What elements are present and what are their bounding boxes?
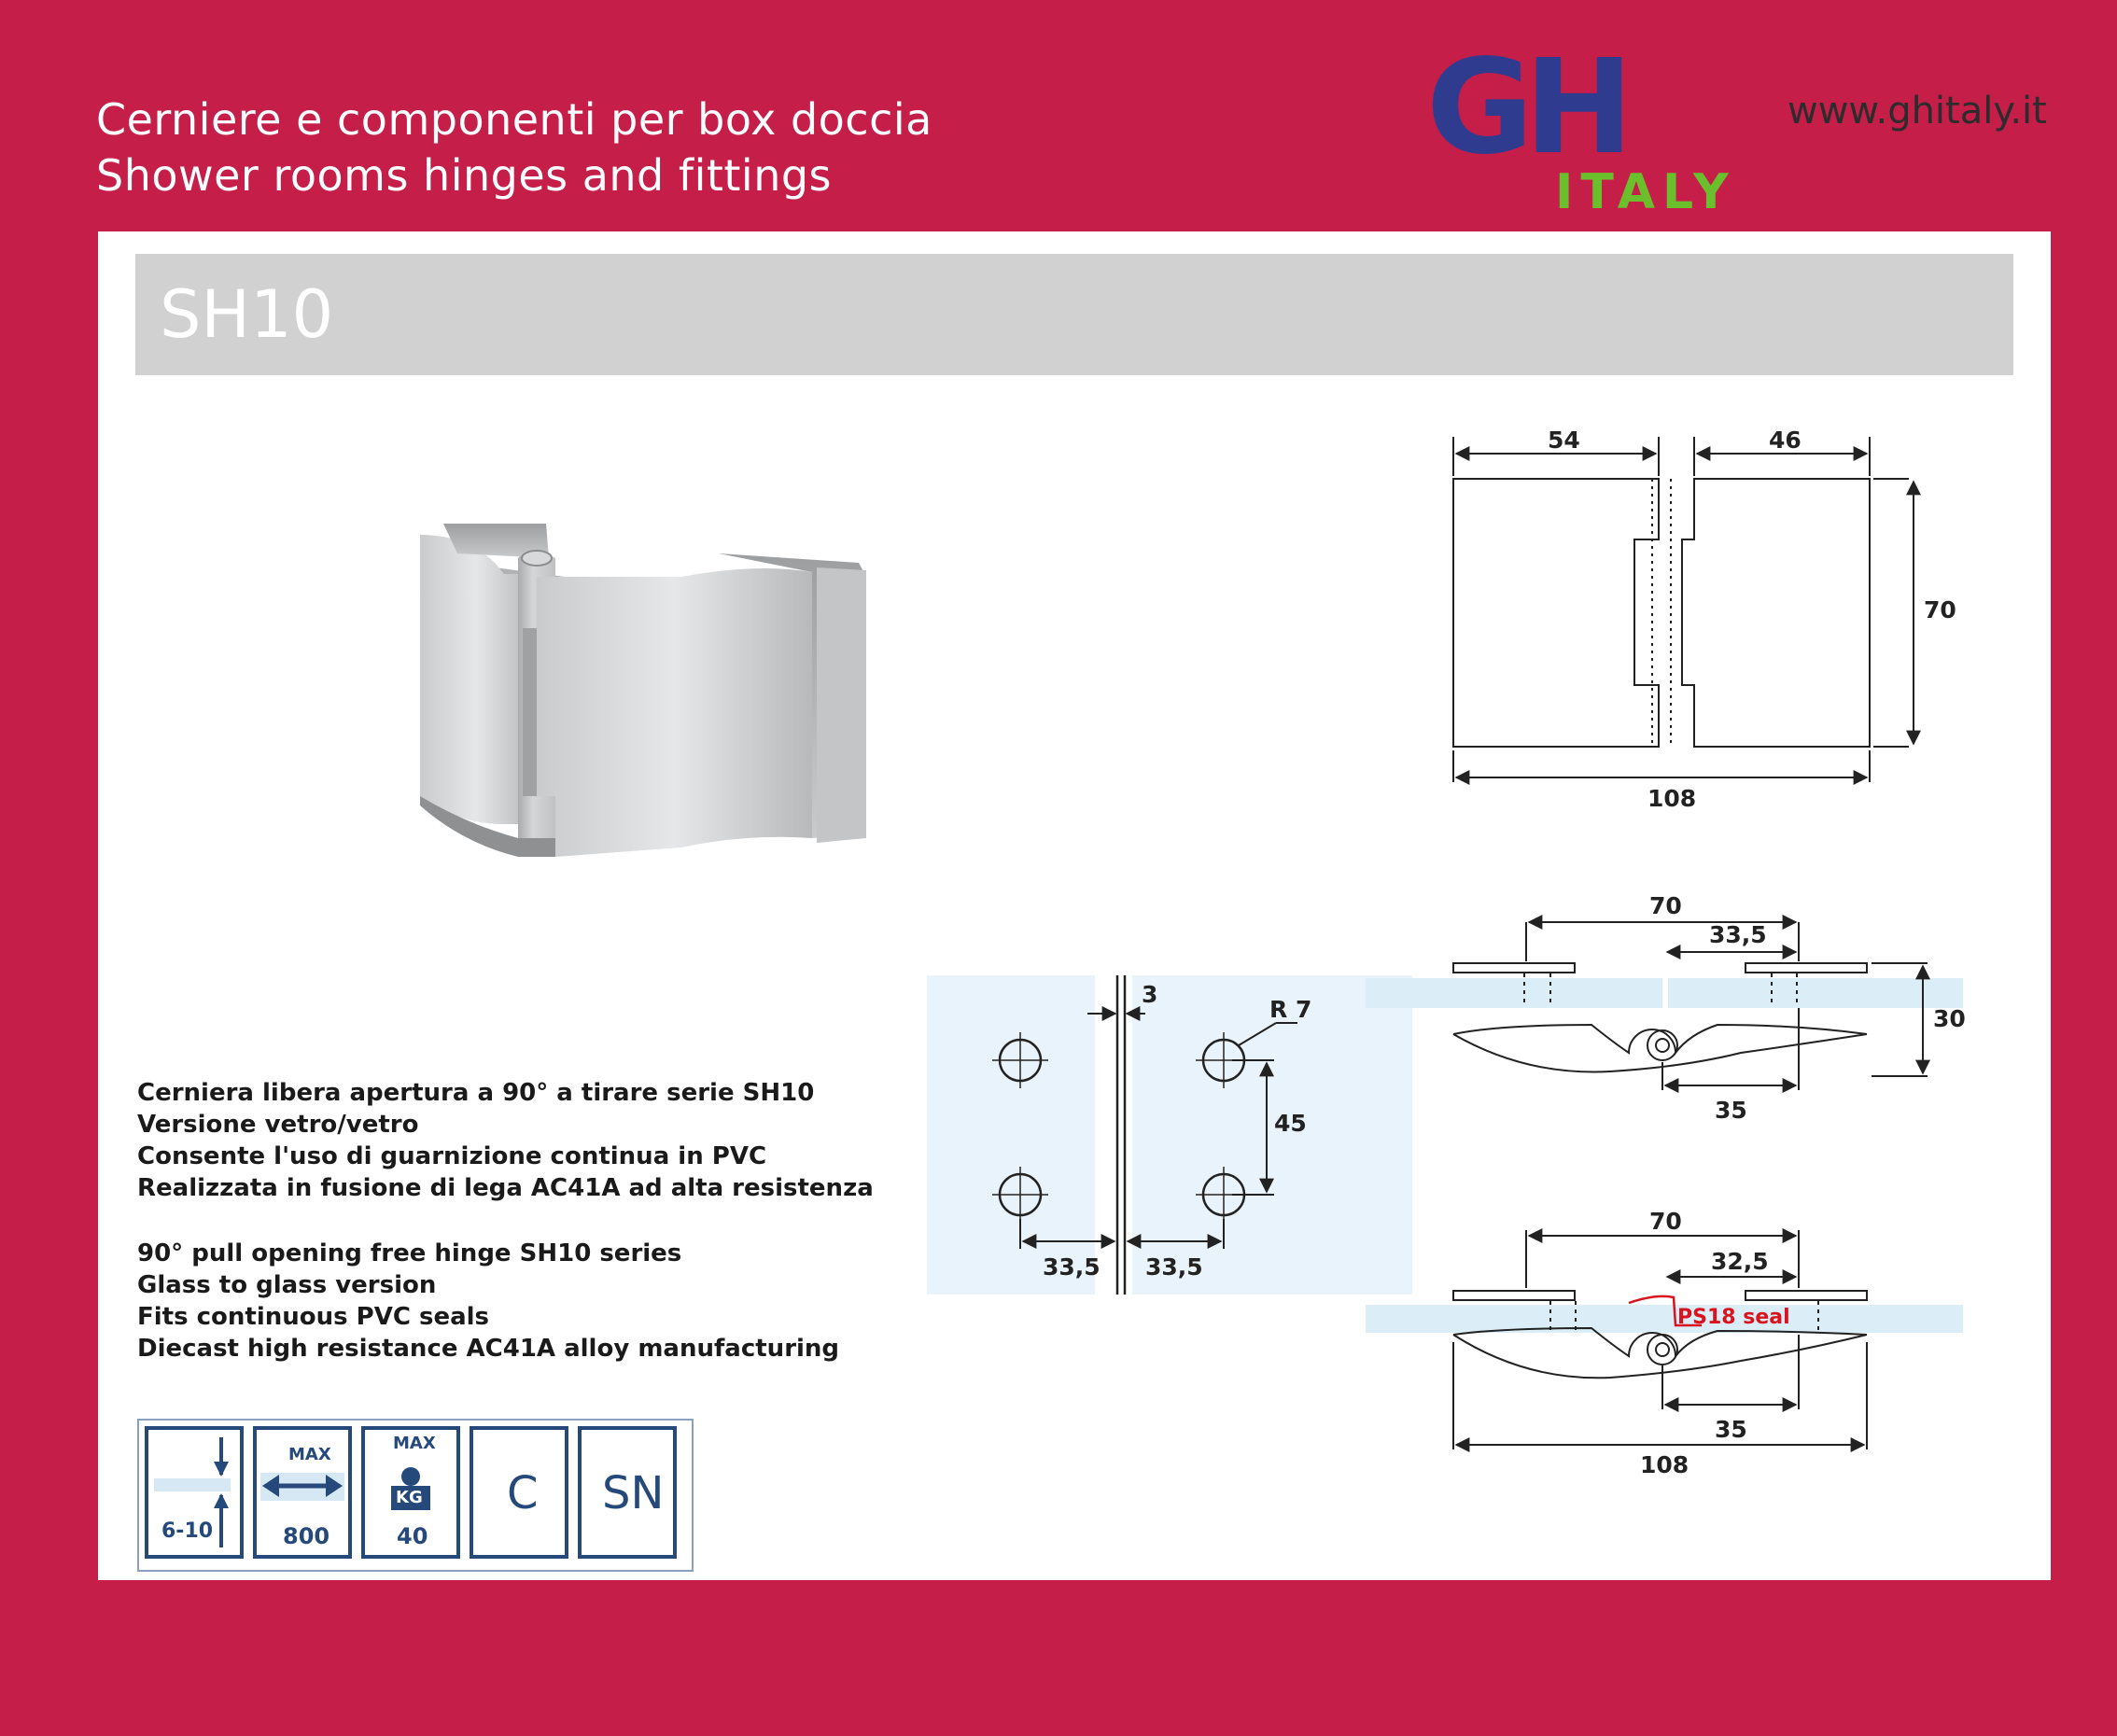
dim-hole-right: 33,5 (1145, 1253, 1203, 1281)
dim-hole-left: 33,5 (1043, 1253, 1101, 1281)
dim-front-left: 54 (1548, 427, 1580, 454)
max-width-top-label: MAX (288, 1445, 331, 1464)
technical-drawings (98, 231, 2051, 1580)
dim-seal-half: 32,5 (1711, 1248, 1769, 1275)
max-weight-top-label: MAX (393, 1434, 436, 1453)
dim-hole-gap: 3 (1142, 981, 1158, 1008)
seal-label: PS18 seal (1677, 1306, 1790, 1329)
finish-c-label: C (507, 1467, 539, 1519)
dim-front-right: 46 (1769, 427, 1802, 454)
desc-en-2: Glass to glass version (137, 1271, 437, 1299)
dim-top-width: 70 (1649, 892, 1682, 919)
logo-gh: GH (1426, 32, 1625, 184)
dim-top-offset: 35 (1715, 1097, 1747, 1124)
dim-front-total: 108 (1647, 785, 1697, 812)
dim-seal-offset: 35 (1715, 1416, 1747, 1443)
desc-it-4: Realizzata in fusione di lega AC41A ad alta resistenza (137, 1174, 874, 1202)
desc-it-1: Cerniera libera apertura a 90° a tirare serie SH10 (137, 1079, 815, 1107)
dim-top-half: 33,5 (1709, 921, 1767, 948)
product-code: SH10 (160, 276, 334, 353)
desc-en-1: 90° pull opening free hinge SH10 series (137, 1239, 682, 1267)
desc-en-4: Diecast high resistance AC41A alloy manufacturing (137, 1335, 840, 1363)
dim-top-depth: 30 (1933, 1005, 1966, 1032)
max-weight-badge: KG (396, 1488, 423, 1507)
header-line-italian: Cerniere e componenti per box doccia (96, 94, 932, 145)
top-view-seal-drawing (1366, 1208, 1963, 1478)
website-link[interactable]: www.ghitaly.it (1788, 90, 2047, 133)
product-panel (98, 231, 2051, 1580)
gh-italy-logo (1426, 32, 1772, 220)
header-line-english: Shower rooms hinges and fittings (96, 150, 833, 201)
desc-it-3: Consente l'uso di guarnizione continua in PVC (137, 1142, 767, 1170)
dim-seal-total: 108 (1640, 1451, 1689, 1478)
top-view-drawing (1366, 892, 1966, 1124)
dim-seal-width: 70 (1649, 1208, 1682, 1235)
front-view-drawing (1453, 437, 1914, 782)
max-width-value: 800 (283, 1523, 330, 1549)
glass-thickness-value: 6-10 (161, 1519, 214, 1543)
header-title (96, 91, 932, 203)
logo-italy: ITALY (1555, 164, 1736, 220)
dim-hole-spacing: 45 (1274, 1110, 1307, 1137)
desc-en-3: Fits continuous PVC seals (137, 1303, 490, 1331)
dim-front-height: 70 (1924, 596, 1956, 623)
desc-it-2: Versione vetro/vetro (137, 1111, 419, 1139)
finish-sn-label: SN (602, 1467, 665, 1519)
max-weight-value: 40 (397, 1523, 428, 1549)
hole-template-drawing (927, 975, 1412, 1295)
dim-hole-radius: R 7 (1269, 996, 1312, 1023)
